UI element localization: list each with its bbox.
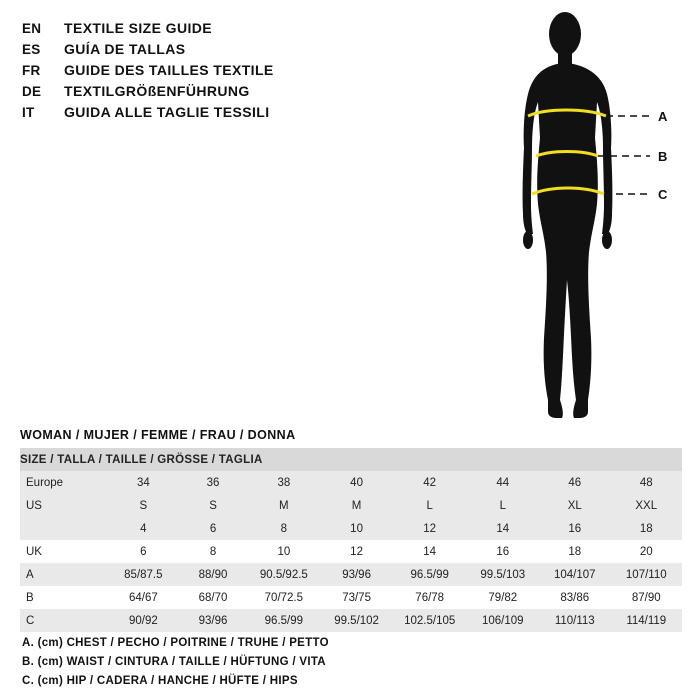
language-row [22,104,492,125]
table-row [20,494,682,517]
language-row [22,83,492,104]
row-label [20,517,108,540]
table-cell: S [179,494,248,517]
row-label: B [20,586,108,609]
table-cell: L [393,494,467,517]
marker-label-c: C [658,187,668,202]
legend-item-chest: A. (cm) CHEST / PECHO / POITRINE / TRUHE / PETTO [22,637,329,649]
table-cell: 18 [611,517,682,540]
table-cell: XL [539,494,611,517]
table-cell: L [467,494,539,517]
table-cell: 76/78 [393,586,467,609]
table-cell: 107/110 [611,563,682,586]
table-cell: 79/82 [467,586,539,609]
table-cell: 12 [320,540,392,563]
language-title: GUÍA DE TALLAS [64,41,186,57]
size-table-section [20,428,682,632]
legend-item-waist: B. (cm) WAIST / CINTURA / TAILLE / HÜFTUNG / VITA [22,656,326,668]
table-cell: 34 [108,471,179,494]
table-cell: 16 [467,540,539,563]
language-code: IT [22,105,35,120]
table-cell: 96.5/99 [393,563,467,586]
table-cell: 64/67 [108,586,179,609]
table-cell: 88/90 [179,563,248,586]
table-cell: 85/87.5 [108,563,179,586]
table-group-label: WOMAN / MUJER / FEMME / FRAU / DONNA [20,428,296,442]
table-cell: 14 [393,540,467,563]
table-cell: 18 [539,540,611,563]
table-cell: 106/109 [467,609,539,632]
language-code: ES [22,42,41,57]
row-label: C [20,609,108,632]
language-title: GUIDA ALLE TAGLIE TESSILI [64,104,270,120]
table-cell: 70/72.5 [247,586,320,609]
language-row [22,41,492,62]
table-cell: 99.5/103 [467,563,539,586]
table-cell: 8 [179,540,248,563]
table-cell: M [320,494,392,517]
row-label: A [20,563,108,586]
marker-label-a: A [658,109,668,124]
row-label: UK [20,540,108,563]
table-row [20,586,682,609]
language-code: EN [22,21,42,36]
table-cell: 36 [179,471,248,494]
table-cell: 99.5/102 [320,609,392,632]
table-cell: 46 [539,471,611,494]
table-cell: 20 [611,540,682,563]
size-table [20,448,682,632]
table-cell: 4 [108,517,179,540]
row-label: US [20,494,108,517]
table-cell: 10 [320,517,392,540]
table-cell: 87/90 [611,586,682,609]
language-title: TEXTILGRÖßENFÜHRUNG [64,83,250,99]
table-cell: 93/96 [320,563,392,586]
table-cell: 42 [393,471,467,494]
table-cell: 6 [179,517,248,540]
table-cell: 44 [467,471,539,494]
language-title-list [22,20,492,125]
table-cell: 8 [247,517,320,540]
table-cell: 12 [393,517,467,540]
table-cell: 110/113 [539,609,611,632]
language-code: DE [22,84,42,99]
table-cell: 90.5/92.5 [247,563,320,586]
table-cell: 14 [467,517,539,540]
table-row [20,563,682,586]
language-title: GUIDE DES TAILLES TEXTILE [64,62,274,78]
body-figure [470,8,700,428]
table-row [20,540,682,563]
marker-label-b: B [658,149,668,164]
language-title: TEXTILE SIZE GUIDE [64,20,212,36]
table-row [20,471,682,494]
row-label: Europe [20,471,108,494]
language-row [22,20,492,41]
legend-item-hip: C. (cm) HIP / CADERA / HANCHE / HÜFTE / HIPS [22,675,298,687]
table-cell: 104/107 [539,563,611,586]
table-cell: 102.5/105 [393,609,467,632]
language-code: FR [22,63,41,78]
table-cell: 93/96 [179,609,248,632]
table-cell: 40 [320,471,392,494]
table-cell: 83/86 [539,586,611,609]
table-cell: 114/119 [611,609,682,632]
table-cell: 38 [247,471,320,494]
table-cell: 96.5/99 [247,609,320,632]
table-cell: 16 [539,517,611,540]
table-cell: 6 [108,540,179,563]
table-cell: 48 [611,471,682,494]
table-row [20,517,682,540]
table-row [20,609,682,632]
table-cell: M [247,494,320,517]
table-cell: 68/70 [179,586,248,609]
table-cell: 73/75 [320,586,392,609]
table-cell: S [108,494,179,517]
language-row [22,62,492,83]
table-cell: 90/92 [108,609,179,632]
measurement-legend [22,634,622,691]
table-cell: 10 [247,540,320,563]
table-cell: XXL [611,494,682,517]
female-silhouette-icon [523,12,613,418]
table-header-row [20,448,682,471]
table-header-label: SIZE / TALLA / TAILLE / GRÖSSE / TAGLIA [20,448,682,471]
